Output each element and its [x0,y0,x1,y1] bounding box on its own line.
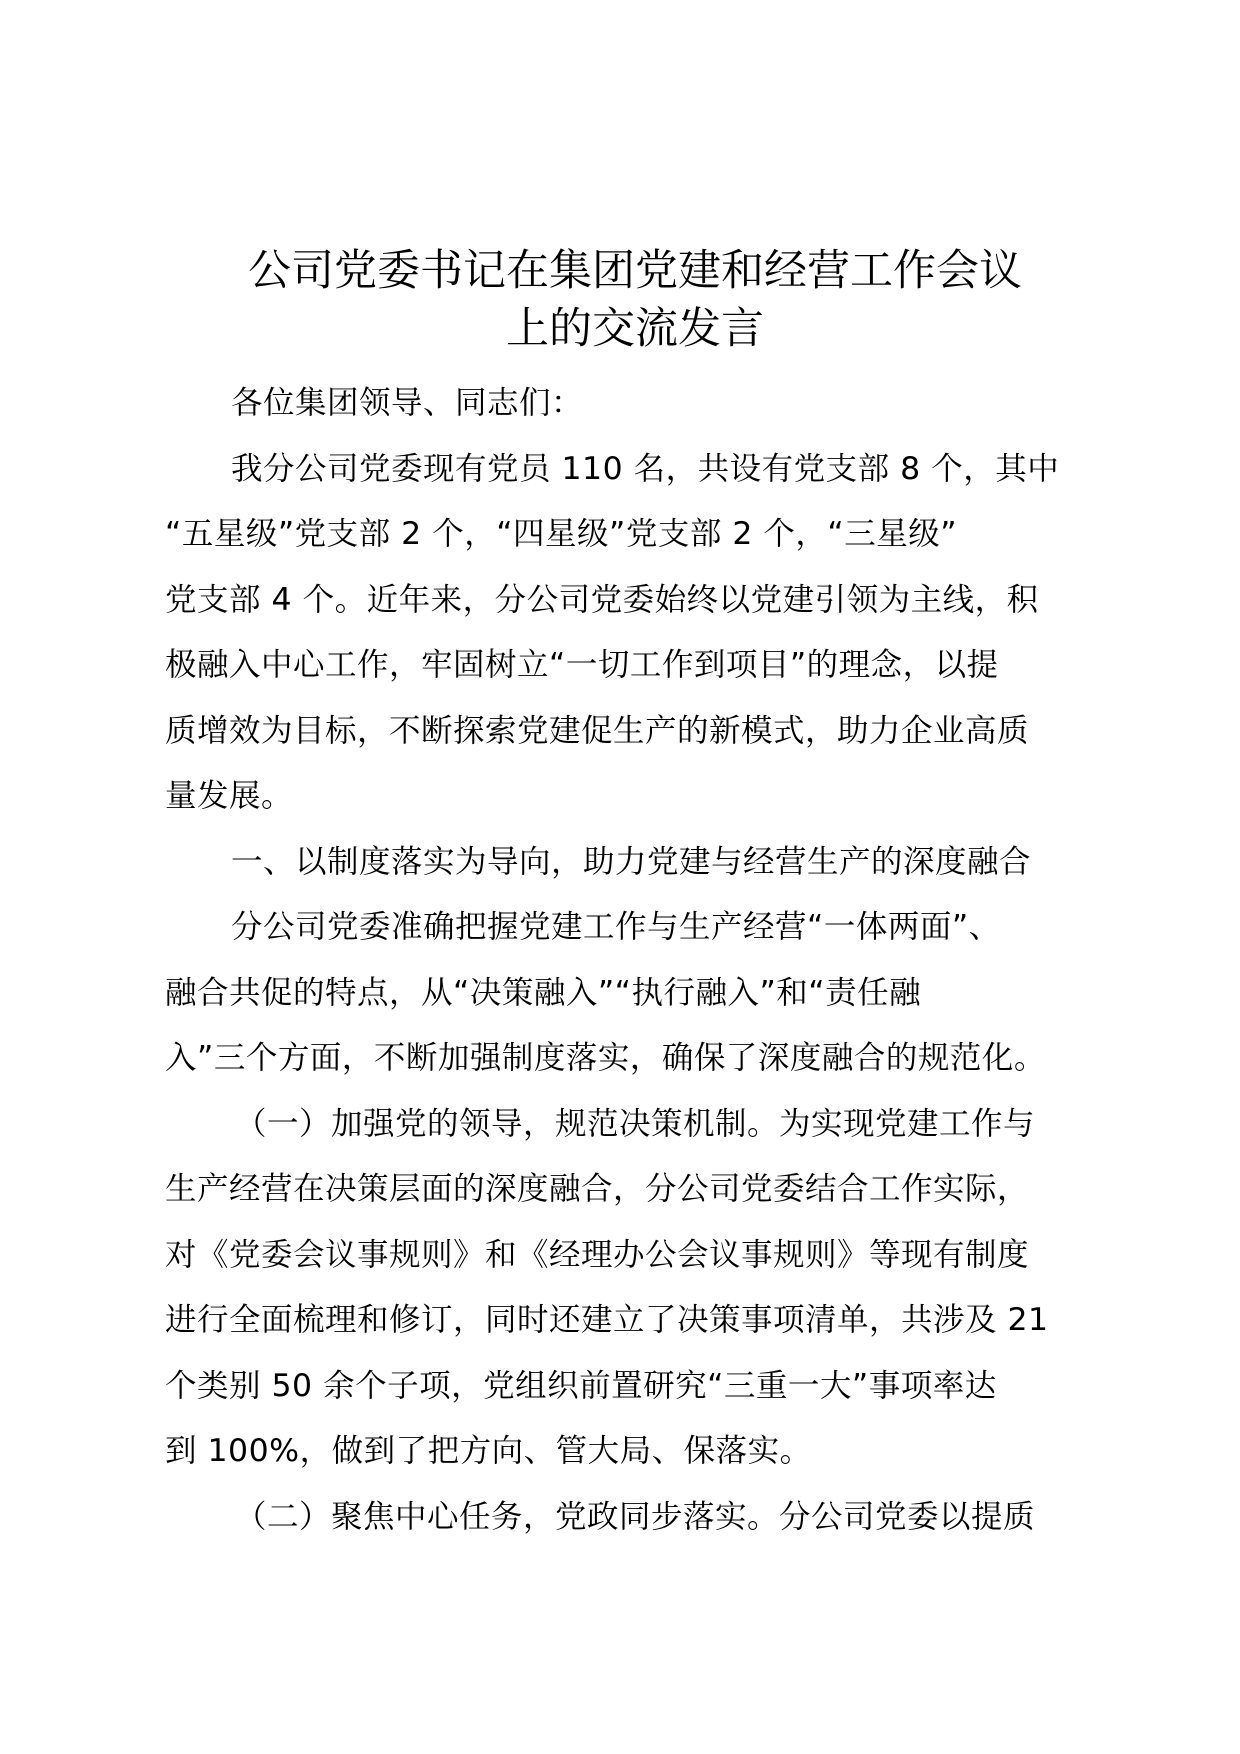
paragraph-line: 对《党委会议事规则》和《经理办公会议事规则》等现有制度 [165,1236,1030,1273]
paragraph-line: 质增效为目标，不断探索党建促生产的新模式，助力企业高质 [165,712,1030,749]
salutation: 各位集团领导、同志们： [231,385,584,421]
title-line-1: 公司党委书记在集团党建和经营工作会议 [248,246,1022,296]
paragraph-line: 我分公司党委现有党员 110 名，共设有党支部 8 个，其中 [231,450,1060,487]
paragraph-line: 融合共促的特点，从“决策融入”“执行融入”和“责任融 [165,974,922,1011]
paragraph-line: 分公司党委准确把握党建工作与生产经营“一体两面”、 [231,909,1001,945]
paragraph-line: 进行全面梳理和修订，同时还建立了决策事项清单，共涉及 21 [165,1302,1049,1338]
document-title [165,242,1105,358]
paragraph-line: 量发展。 [165,778,294,814]
subsection-paragraph-line: （二）聚焦中心任务，党政同步落实。分公司党委以提质 [235,1498,1036,1535]
paragraph-line: 极融入中心工作，牢固树立“一切工作到项目”的理念，以提 [165,647,999,683]
paragraph-line: 到 100%，做到了把方向、管大局、保落实。 [165,1433,812,1469]
subsection-paragraph-line: （一）加强党的领导，规范决策机制。为实现党建工作与 [235,1105,1036,1142]
paragraph-line: 入”三个方面，不断加强制度落实，确保了深度融合的规范化。 [165,1040,1046,1076]
paragraph-line: 党支部 4 个。近年来，分公司党委始终以党建引领为主线，积 [165,581,1039,618]
title-line-2: 上的交流发言 [506,304,764,354]
paragraph-line: “五星级”党支部 2 个，“四星级”党支部 2 个，“三星级” [165,516,958,552]
paragraph-line: 生产经营在决策层面的深度融合，分公司党委结合工作实际， [165,1171,1030,1207]
paragraph-line: 个类别 50 余个子项，党组织前置研究“三重一大”事项率达 [165,1367,997,1404]
document-body [165,371,1081,1550]
section-heading: 一、以制度落实为导向，助力党建与经营生产的深度融合 [231,843,1032,880]
